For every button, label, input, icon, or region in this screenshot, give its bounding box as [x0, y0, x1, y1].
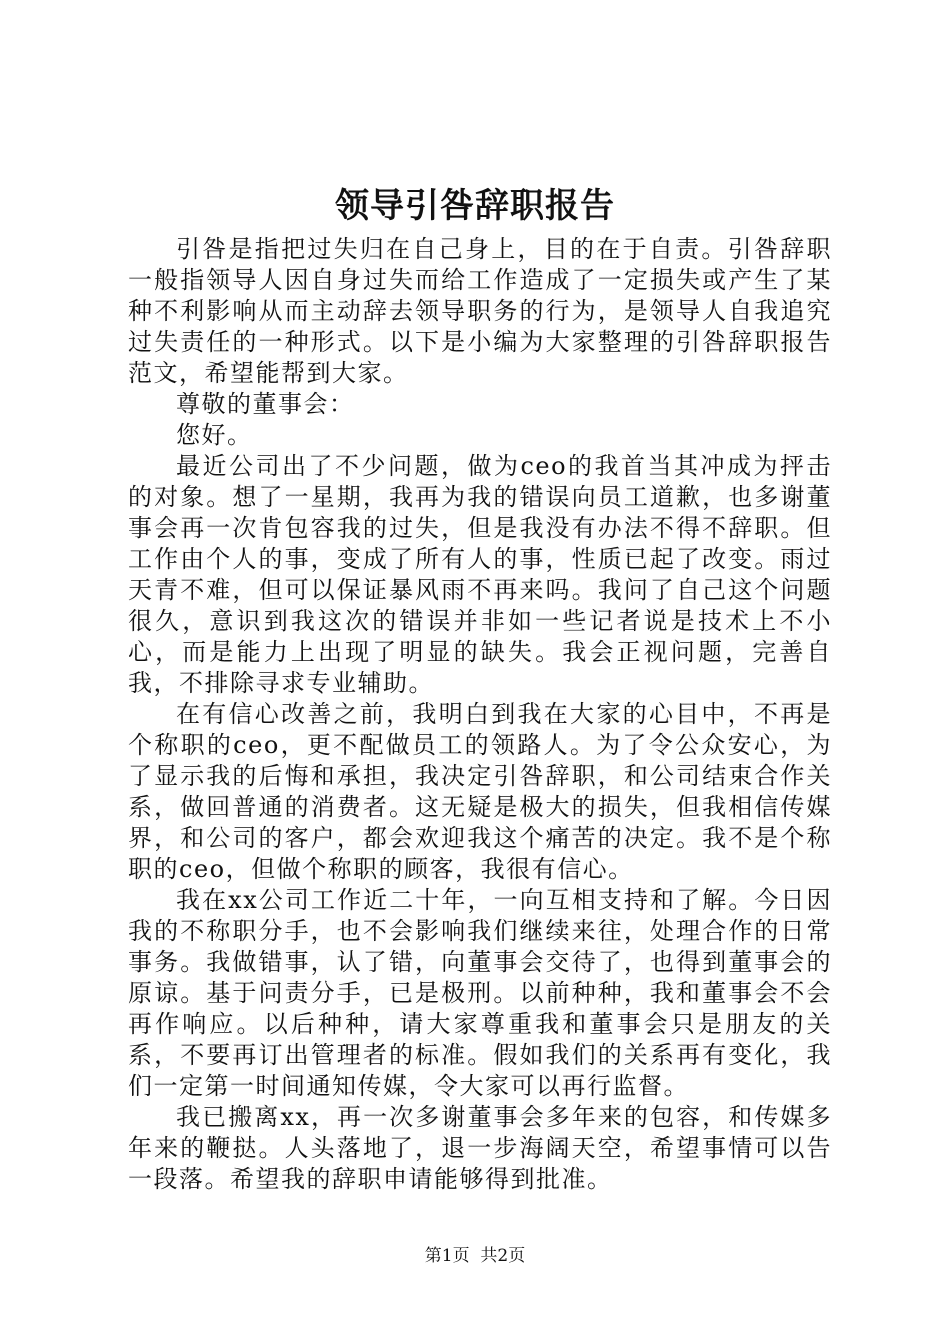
paragraph-body-3: 我在xx公司工作近二十年，一向互相支持和了解。今日因我的不称职分手，也不会影响我们继续来往，处理合作的日常事务。我做错事，认了错，向董事会交待了，也得到董事会的原谅。基于问责分手，已是极刑。以前种种，我和董事会不会再作响应。以后种种，请大家尊重我和董事会只是朋友的关系，不要再订出管理者的标准。假如我们的关系再有变化，我们一定第一时间通知传媒，令大家可以再行监督。	[128, 886, 832, 1100]
paragraph-body-1: 最近公司出了不少问题，做为ceo的我首当其冲成为抨击的对象。想了一星期，我再为我的错误向员工道歉，也多谢董事会再一次肯包容我的过失，但是我没有办法不得不辞职。但工作由个人的事，变成了所有人的事，性质已起了改变。雨过天青不难，但可以保证暴风雨不再来吗。我问了自己这个问题很久，意识到我这次的错误并非如一些记者说是技术上不小心，而是能力上出现了明显的缺失。我会正视问题，完善自我，不排除寻求专业辅助。	[128, 452, 832, 697]
paragraph-body-4: 我已搬离xx，再一次多谢董事会多年来的包容，和传媒多年来的鞭挞。人头落地了，退一步海阔天空，希望事情可以告一段落。希望我的辞职申请能够得到批准。	[128, 1103, 832, 1193]
paragraph-greeting: 您好。	[176, 421, 253, 449]
paragraph-salutation: 尊敬的董事会：	[176, 390, 355, 418]
document-body	[128, 234, 832, 1195]
paragraph-body-2: 在有信心改善之前，我明白到我在大家的心目中，不再是个称职的ceo，更不配做员工的领路人。为了令公众安心，为了显示我的后悔和承担，我决定引咎辞职，和公司结束合作关系，做回普通的消费者。这无疑是极大的损失，但我相信传媒界，和公司的客户，都会欢迎我这个痛苦的决定。我不是个称职的ceo，但做个称职的顾客，我很有信心。	[128, 700, 832, 883]
document-title: 领导引咎辞职报告	[335, 186, 615, 226]
paragraph-intro: 引咎是指把过失归在自己身上，目的在于自责。引咎辞职一般指领导人因自身过失而给工作造成了一定损失或产生了某种不利影响从而主动辞去领导职务的行为，是领导人自我追究过失责任的一种形式。以下是小编为大家整理的引咎辞职报告范文，希望能帮到大家。	[128, 235, 832, 387]
page-indicator: 第1页 共2页	[424, 1246, 526, 1266]
